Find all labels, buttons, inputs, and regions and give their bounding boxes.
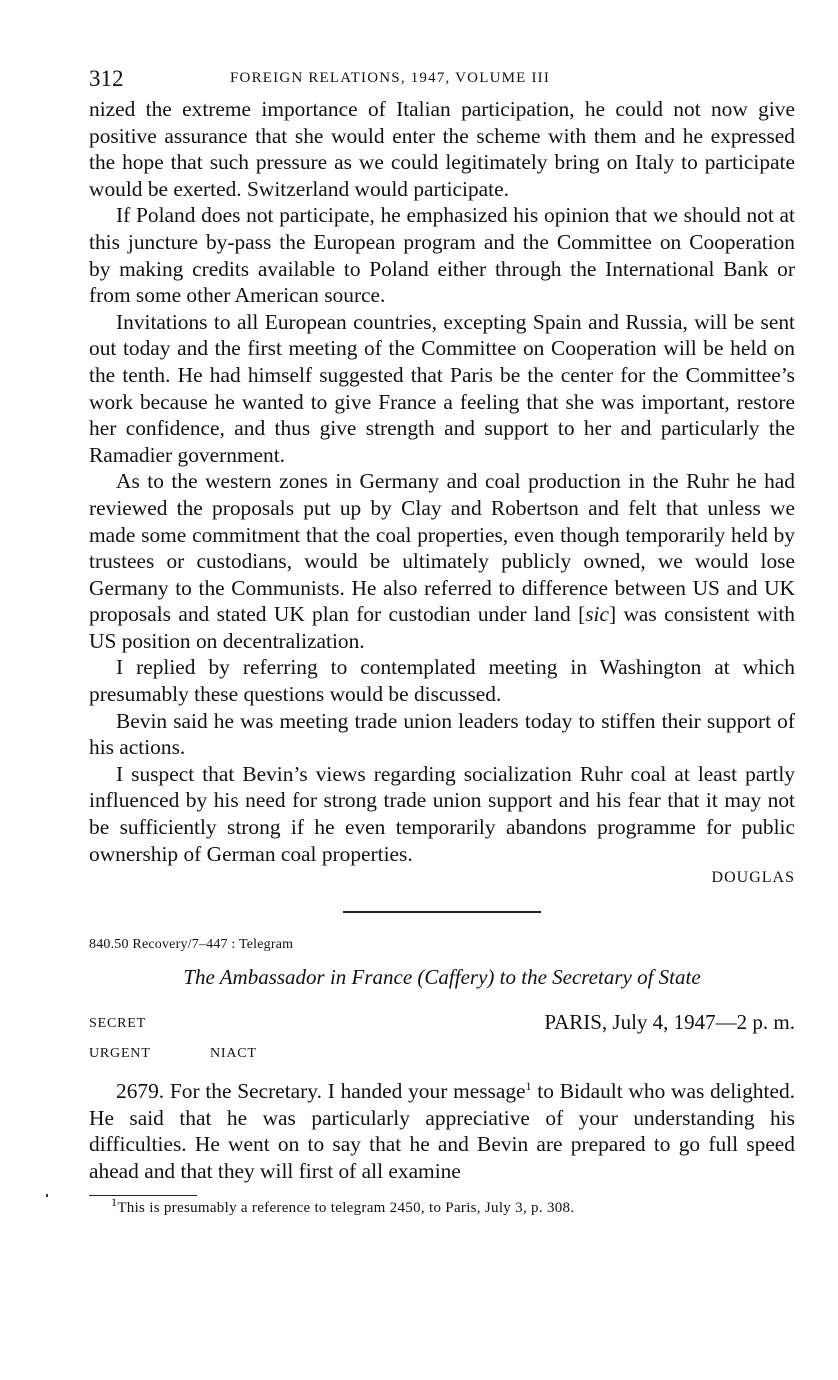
document-title: The Ambassador in France (Caffery) to the Secretary of State <box>183 965 701 990</box>
file-reference: 840.50 Recovery/7–447 : Telegram <box>89 937 294 953</box>
footnote-rule <box>89 1195 197 1196</box>
ruhr-text-start: As to the western zones in Germany and coal production in the Ruhr he had reviewed the proposals put up by Clay and Robertson and felt that unless we made some commitment that the coal properties, even though temporarily held by trustees or custodians, would be ultimately publicly owned, we would lose Germany to the Communists. He also referred to difference between US and UK proposals and stated UK plan for custodian under land [ <box>89 469 795 627</box>
paragraph-ruhr <box>89 468 795 654</box>
footnote-reference: 1 <box>525 1079 532 1094</box>
running-title: FOREIGN RELATIONS, 1947, VOLUME III <box>230 70 551 86</box>
paragraph-bevin: Bevin said he was meeting trade union leaders today to stiffen their support of his actions. <box>89 708 795 760</box>
running-head <box>89 62 795 96</box>
dateline: PARIS, July 4, 1947—2 p. m. <box>544 1010 795 1035</box>
previous-document-body <box>89 96 795 867</box>
section-divider <box>343 911 541 913</box>
telegram-text-end: to Bidault who was delighted. He said that he was particularly appreciative of your understanding his difficulties. He went on to say that he and Bevin are prepared to go full speed ahead and that they will first of all examine <box>89 1079 795 1183</box>
paragraph-continued: nized the extreme importance of Italian participation, he could not now give positive assurance that she would enter the scheme with them and he expressed the hope that such pressure as we could legitimately bring on Italy to participate would be exerted. Switzerland would participate. <box>89 97 795 201</box>
ruhr-text-end: ] was consistent with US position on decentralization. <box>89 602 796 653</box>
stray-ink-mark <box>46 1194 48 1197</box>
priority-urgent: URGENT <box>89 1046 151 1062</box>
footnote-marker: 1 <box>111 1194 118 1209</box>
document-page <box>89 62 795 1217</box>
paragraph-invitations: Invitations to all European countries, excepting Spain and Russia, will be sent out today and the first meeting of the Committee on Cooperation will be held on the tenth. He had himself suggested that Paris be the center for the Committee’s work because he wanted to give France a feeling that she was important, restore her confidence, and thus give strength and support to her and particularly the Ramadier government. <box>89 309 795 467</box>
signature: DOUGLAS <box>711 869 795 887</box>
paragraph-poland: If Poland does not participate, he emphasized his opinion that we should not at this juncture by-pass the European program and the Committee on Cooperation by making credits available to Poland either through the International Bank or from some other American source. <box>89 203 795 308</box>
telegram-paragraph <box>89 1078 795 1184</box>
footnote <box>111 1194 795 1217</box>
paragraph-suspicion: I suspect that Bevin’s views regarding socialization Ruhr coal at least partly influenced by his need for strong trade union support and his fear that it may not be sufficiently strong if he even temporarily abandons programme for public ownership of German coal properties. <box>89 761 795 866</box>
priority-row <box>89 1042 795 1068</box>
classification-label: SECRET <box>89 1016 146 1032</box>
sic-note: sic <box>585 602 609 627</box>
paragraph-reply: I replied by referring to contemplated meeting in Washington at which presumably these questions would be discussed. <box>89 655 795 707</box>
telegram-text-start: 2679. For the Secretary. I handed your message <box>116 1079 526 1104</box>
page-number: 312 <box>89 66 124 91</box>
dateline-row <box>89 1010 795 1038</box>
footnote-text: This is presumably a reference to telegram 2450, to Paris, July 3, p. 308. <box>117 1199 575 1216</box>
telegram-body <box>89 1078 795 1184</box>
priority-niact: NIACT <box>210 1046 257 1062</box>
